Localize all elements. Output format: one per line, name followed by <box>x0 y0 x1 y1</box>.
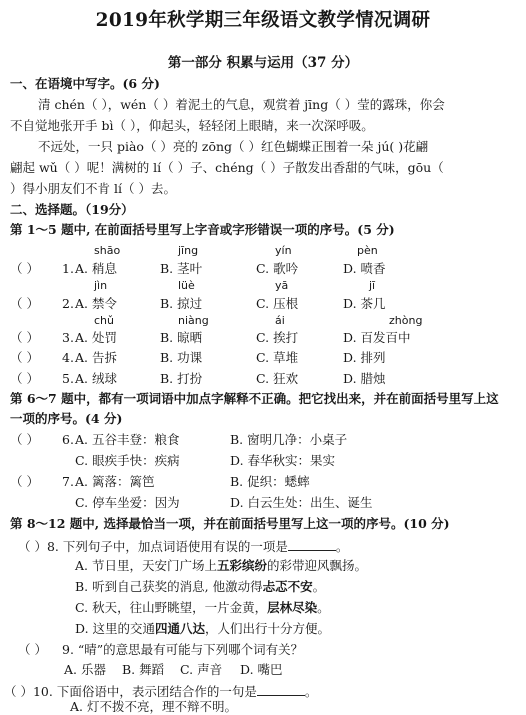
answer-paren[interactable]: （ ） <box>10 350 39 365</box>
option: B. 茎叶 <box>160 261 203 276</box>
pinyin: pèn <box>357 244 378 257</box>
pinyin: yín <box>275 244 292 257</box>
q-number: 3. <box>62 330 74 345</box>
answer-paren[interactable]: （ ） <box>10 432 39 447</box>
option: A. 处罚 <box>75 330 117 345</box>
option: C. 声音 <box>180 662 223 677</box>
pinyin: lüè <box>178 279 195 292</box>
option: B. 窗明几净：小桌子 <box>230 432 348 447</box>
option: D. 排列 <box>343 350 386 365</box>
q8-option-b <box>75 581 325 594</box>
q-number: 1. <box>62 261 74 276</box>
option-text: ，人们出行十分方便。 <box>205 621 331 636</box>
option: B. 打扮 <box>160 371 203 386</box>
option-text: D. 这里的交通 <box>75 621 156 636</box>
s1-line4: 翩起 wǔ（ ）呢！满树的 lí（ ）子、chéng（ ）子散发出香甜的气味，gōu（ <box>10 160 444 175</box>
pinyin: zhòng <box>389 314 423 327</box>
key-phrase: 忐忑不安 <box>262 579 313 594</box>
option: C. 草堆 <box>256 350 299 365</box>
option: C. 压根 <box>256 296 299 311</box>
q8-12-instruction: 第 8～12 题中, 选择最恰当一项，并在前面括号里写上这一项的序号。(10 分) <box>10 516 450 531</box>
option: B. 舞蹈 <box>122 662 165 677</box>
answer-blank[interactable] <box>257 684 305 696</box>
q8-option-d <box>75 623 330 636</box>
key-phrase: 四通八达 <box>155 621 206 636</box>
section1-header: 一、在语境中写字。(6 分) <box>10 76 160 91</box>
s1-line3: 不远处，一只 piào（ ）亮的 zōng（ ）红色蝴蝶正围着一朵 jú( )花翩 <box>38 139 429 154</box>
option-text: 的彩带迎风飘扬。 <box>267 558 368 573</box>
option: D. 嘴巴 <box>240 662 283 677</box>
option: A. 篱落：篱笆 <box>75 474 155 489</box>
q9-stem: 9. “晴”的意思最有可能与下列哪个词有关？ <box>62 642 304 657</box>
pinyin: chǔ <box>94 314 114 327</box>
option: D. 春华秋实：果实 <box>230 453 336 468</box>
option: C. 挨打 <box>256 330 299 345</box>
option-text: A. 节日里，天安门广场上 <box>75 558 217 573</box>
part-heading: 第一部分 积累与运用（37 分） <box>167 55 359 71</box>
s1-line2: 不自觉地张开手 bì（ ），仰起头，轻轻闭上眼睛，来一次深呼吸。 <box>10 118 374 133</box>
key-phrase: 五彩缤纷 <box>216 558 267 573</box>
option: B. 促织：蟋蟀 <box>230 474 310 489</box>
option: A. 稍息 <box>75 261 117 276</box>
q-number: 7. <box>62 474 74 489</box>
s1-line5: ）得小朋友们不肯 lí（ ）去。 <box>10 181 176 196</box>
pinyin: jī <box>369 279 376 292</box>
option: C. 歌吟 <box>256 261 299 276</box>
answer-blank[interactable] <box>288 539 336 551</box>
option: D. 白云生处：出生、诞生 <box>230 495 373 510</box>
option: D. 百发百中 <box>343 330 411 345</box>
pinyin: niàng <box>178 314 209 327</box>
pinyin: jīng <box>178 244 199 257</box>
q6-7-instruction-line1: 第 6～7 题中，都有一项词语中加点字解释不正确。把它找出来，并在前面括号里写上这 <box>10 391 499 406</box>
q8-stem <box>18 539 348 554</box>
option: B. 晾晒 <box>160 330 203 345</box>
pinyin: jìn <box>94 279 108 292</box>
q-number: 6. <box>62 432 74 447</box>
q-number: 5. <box>62 371 74 386</box>
q8-stem-text: （ ）8. 下列句子中，加点词语使用有误的一项是 <box>18 539 288 554</box>
option-text: C. 秋天，往山野眺望，一片金黄， <box>75 600 268 615</box>
pinyin: yā <box>275 279 289 292</box>
key-phrase: 层林尽染 <box>267 600 318 615</box>
s1-line1: 清 chén（ ），wén（ ）着泥土的气息，观赏着 jīng（ ）莹的露珠，你会 <box>38 97 445 112</box>
q-number: 2. <box>62 296 74 311</box>
q-number: 4. <box>62 350 74 365</box>
section2-header: 二、选择题。（19分） <box>10 202 134 217</box>
answer-paren[interactable]: （ ） <box>10 474 39 489</box>
answer-paren[interactable]: （ ） <box>18 642 47 657</box>
option: A. 告拆 <box>75 350 117 365</box>
q1-5-instruction: 第 1～5 题中, 在前面括号里写上字音或字形错误一项的序号。(5 分) <box>10 222 395 237</box>
option: B. 功课 <box>160 350 203 365</box>
answer-paren[interactable]: （ ） <box>10 296 39 311</box>
q10-option-a: A. 灯不拨不亮，理不辩不明。 <box>70 699 237 714</box>
page-title: 2019年秋学期三年级语文教学情况调研 <box>95 10 431 31</box>
q10-stem-text: （ ）10. 下面俗语中，表示团结合作的一句是 <box>4 684 257 699</box>
option-text: 。 <box>312 579 326 594</box>
answer-paren[interactable]: （ ） <box>10 261 39 276</box>
q10-stem <box>4 684 317 699</box>
option: D. 腊烛 <box>343 371 386 386</box>
pinyin: shāo <box>94 244 121 257</box>
answer-paren[interactable]: （ ） <box>10 371 39 386</box>
option-text: B. 听到自己获奖的消息, 他激动得 <box>75 579 263 594</box>
q6-7-instruction-line2: 一项的序号。(4 分) <box>10 411 123 426</box>
answer-paren[interactable]: （ ） <box>10 330 39 345</box>
option: D. 茶几 <box>343 296 386 311</box>
pinyin: ái <box>275 314 285 327</box>
q8-stem-end: 。 <box>335 539 349 554</box>
option: A. 禁令 <box>75 296 117 311</box>
q8-option-c <box>75 602 330 615</box>
option: A. 乐器 <box>64 662 106 677</box>
option-text: 。 <box>317 600 330 615</box>
option: B. 掠过 <box>160 296 203 311</box>
q8-option-a <box>75 560 367 573</box>
option: D. 喷香 <box>343 261 386 276</box>
option: C. 眼疾手快：疾病 <box>75 453 180 468</box>
option: A. 绒球 <box>75 371 117 386</box>
option: C. 狂欢 <box>256 371 299 386</box>
option: C. 停车坐爱：因为 <box>75 495 180 510</box>
q10-stem-end: 。 <box>304 684 318 699</box>
option: A. 五谷丰登：粮食 <box>75 432 180 447</box>
